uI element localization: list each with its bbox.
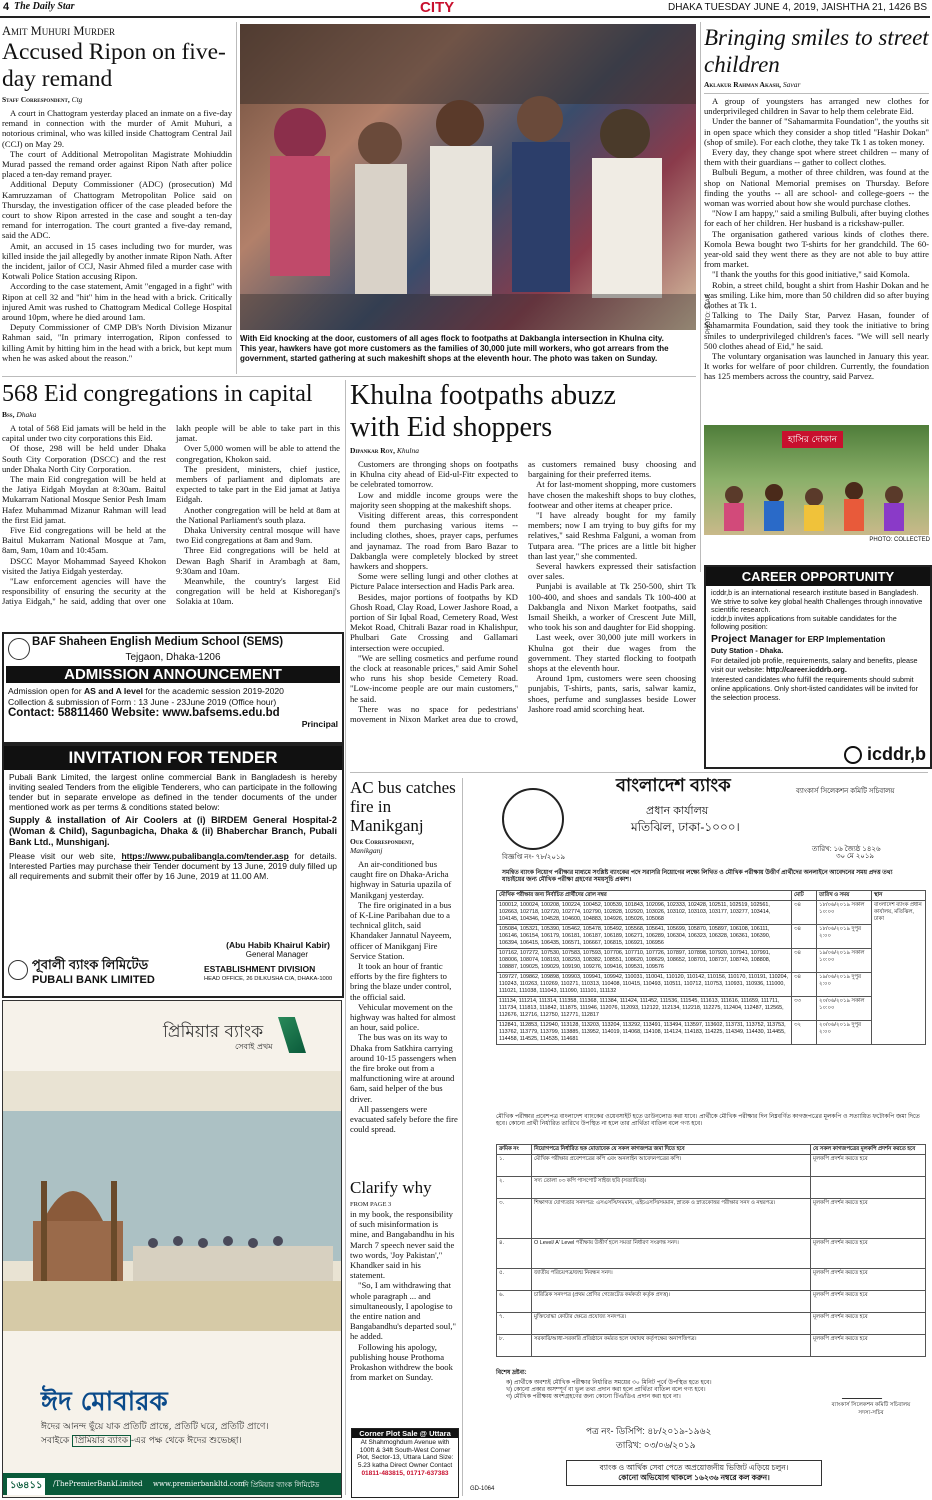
warning-line: কোনো অভিযোগ থাকলে ১৬২৩৬ নম্বরে কল করুন। (618, 1473, 770, 1482)
article-clarify (350, 1178, 458, 1428)
warning-line: ব্যাংক ও আর্থিক সেবা পেতে অপ্রয়োজনীয় ভিজিট এড়িয়ে চলুন। (599, 1463, 789, 1472)
paragraph: A court in Chattogram yesterday placed an inmate on a five-day remand in connection with the murder of Amit Muhuri, a notorious criminal, who was killed inside Chattogram Central Jail (CCJ) on May 29. (2, 108, 232, 149)
signature: Principal (301, 719, 338, 729)
table-header: মৌখিক পরীক্ষার জন্য নির্বাচিত প্রার্থীদের রোল নম্বর মোট তারিখ ও সময় স্থান (497, 891, 926, 901)
form-dates: Collection & submission of Form : 13 June - 23June 2019 (Office hour) (8, 697, 277, 707)
career-title: CAREER OPPORTUNITY (706, 567, 930, 586)
table-row: 109727, 109862, 109898, 109903, 109941, 109942, 110031, 110041, 110120, 110142, 110156, 110170, 110191, 110204, 110243, 110263, 110269, 110271, 110313, 110408, 110415, 110493, 110511, 110712, 110753, 110931, 110936, 111000, 111021, 111038, 111043, 111090, 111101, 111132 ৩৪ ১৯/০৬/২০১৯ দুপুর ২:০০ (497, 973, 926, 997)
table-row: ৫. জাতীয় পরিচয়পত্র/জন্ম নিবন্ধন সনদ। মূলকপি প্রদর্শন করতে হবে (497, 1269, 926, 1291)
byline: Dipankar Roy, Khulna (350, 446, 420, 455)
section-title: CITY (420, 0, 455, 16)
paragraph: A total of 568 Eid jamats will be held in the capital under two city corporations this Eid. (2, 423, 166, 444)
paragraph: Vehicular movement on the highway was halted for almost an hour, said police. (350, 1001, 456, 1033)
from-page: FROM PAGE 3 (350, 1201, 392, 1208)
bank-name-en: PUBALI BANK LIMITED (32, 974, 155, 986)
tender-signer: (Abu Habib Khairul Kabir) (226, 940, 330, 950)
paragraph: DSCC Mayor Mohammad Sayeed Khokon visited the Jatiya Eidgah yesterday. (2, 555, 166, 576)
career-invite: icddr,b invites applications from suitable candidates for the following position: (711, 613, 897, 632)
notice-bangladesh-bank (466, 775, 928, 1496)
gd-number: GD-1064 (470, 1486, 495, 1492)
notice-intro: সমন্বিত ব্যাংক নিয়োগ পরীক্ষার মাধ্যমে সংশ্লিষ্ট ব্যাংকের পদে সরাসরি নিয়োগের লক্ষ্যে লিখিত ও মৌখিক পরীক্ষায় উত্তীর্ণ প্রার্থীদের অনলাইনে আবেদনের সময় প্রদত্ত তথ্য যাচাইয়ের জন্য মৌখিক পরীক্ষা গ্রহণের সময়সূচি প্রকাশ। (502, 870, 893, 883)
icddrb-logo: icddr,b (844, 744, 926, 765)
paragraph: Over 5,000 women will be able to attend the congregation, Khokon said. (176, 443, 340, 464)
table-row: 107162, 107272, 107530, 107583, 107593, 107706, 107710, 107726, 107897, 107898, 107920, 107941, 107991, 108006, 108074, 108193, 108293, 108382, 108551, 108620, 108629, 108652, 108701, 108737, 108743, 108808, 108887, 109025, 109029, 109190, 109276, 109416, 109531, 109576 ৩৪ ১৯/০৬/২০১৯ সকাল ১০:০০ (497, 949, 926, 973)
article-eid (2, 380, 340, 630)
duty-station: Duty Station - Dhaka. (711, 645, 784, 655)
contact-line[interactable]: Contact: 58811460 Website: www.bafsems.edu.bd (8, 707, 280, 719)
paragraph: A group of youngsters has arranged new clothes for underprivileged children in Savar to help them celebrate Eid. (704, 96, 929, 117)
eid-greeting: ঈদ মোবারক (41, 1387, 168, 1417)
table-row: ৭. মুক্তিযোদ্ধা কোটার ক্ষেত্রে প্রযোজ্য সনদপত্র। মূলকপি প্রদর্শন করতে হবে (497, 1313, 926, 1335)
article-body (350, 859, 458, 1134)
paragraph: "Now I am happy," said a smiling Bulbuli, after buying clothes for each of her children. Her husband is a rickshaw-puller. (704, 208, 929, 229)
bank-name-bn: পূবালী ব্যাংক লিমিটেড (32, 957, 149, 972)
date-gregorian: ৩০ মে ২০১৯ (836, 853, 874, 860)
signer: সদস্য-সচিব (858, 1410, 884, 1416)
warning-box (566, 1460, 822, 1486)
notice-number: বিজ্ঞপ্তি নং- ৭৮/২০১৯ (502, 854, 565, 861)
premier-tagline: সেবাই প্রথম (235, 1042, 273, 1051)
paragraph: There was no space for pedestrians' movement in Nixon Market area due to crowd, as customers remained busy choosing and bargaining for their preferred items. (350, 459, 696, 725)
paragraph: Some were selling lungi and other clothes at Picture Palace intersection and Hadis Park area. (350, 571, 518, 592)
article-body (2, 423, 340, 623)
ad-tender[interactable] (2, 744, 344, 998)
note: ক) প্রার্থীকে অবশ্যই মৌখিক পরীক্ষার নির্ধারিত সময়ের ৩০ মিনিট পূর্বে উপস্থিত হতে হবে। (506, 1380, 712, 1386)
division: ESTABLISHMENT DIVISION (204, 964, 316, 974)
premier-website[interactable]: www.premierbankltd.com (153, 1480, 245, 1488)
position-for: for ERP Implementation (794, 634, 886, 644)
bb-office: প্রধান কার্যালয় (646, 805, 709, 817)
page-header (0, 0, 930, 18)
paragraph: Deputy Commissioner of CMP DB's North Division Mizanur Rahman said, "In primary interrogation, Ripon confessed to killing Amit by hitting him in the head with a brick, but kept mum when he was asked about the reason." (2, 322, 232, 363)
masthead: The Daily Star (14, 1, 75, 12)
bb-address: মতিঝিল, ঢাকা-১০০০। (631, 820, 740, 834)
table-row: 100012, 100024, 100208, 100224, 100452, 100539, 101843, 102096, 102333, 102428, 102511, 102519, 102561, 102663, 102718, 102720, 102774, 102790, 102828, 102920, 103026, 103102, 103103, 103177, 103277, 103414, 104145, 104346, 104528, 104600, 104883, 104926, 105026, 105068 ৩৪ ১৮/০৬/২০১৯ সকাল ১০:০০ বাংলাদেশ ব্যাংক প্রধান কার্যালয়, মতিঝিল, ঢাকা (497, 901, 926, 925)
paragraph: According to the case statement, Amit "engaged in a fight" with Ripon at cell 32 and "hit" him in the head with a brick. Critically injured Amit was rushed to Chattogram Medical College Hospital around 10pm, where he died around 1am. (2, 281, 232, 323)
paragraph: Customers are thronging shops on footpaths in Khulna city ahead of Eid-ul-Fitr expected to be celebrated tomorrow. (350, 459, 518, 490)
table-row: 111134, 111214, 111314, 111358, 111368, 111384, 111424, 111452, 111536, 111545, 111613, 111616, 111659, 111711, 111734, 111813, 111842, 111875, 111946, 112076, 112093, 112122, 112134, 112218, 112275, 112404, 112487, 112565, 112676, 112716, 112750, 112771, 112817 ৩৩ ২০/০৬/২০১৯ সকাল ১০:০০ (497, 997, 926, 1021)
paragraph: The organisation gathered various kinds of clothes there. Komola Bewa bought two T-shirts for her grandchild. The 60-year-old said they went there as they are not able to buy attire from market. (704, 228, 929, 270)
note: গ) মৌখিক পরীক্ষায় অংশগ্রহণের জন্য কোনো টিএ/ডিএ প্রদান করা হবে না। (506, 1394, 681, 1400)
headline[interactable]: Accused Ripon on five-day remand (2, 39, 226, 92)
table-row: ৮. সরকারি/আধা-সরকারি প্রতিষ্ঠানে কর্মরত হলে যথাযথ কর্তৃপক্ষের অনাপত্তিপত্র। মূলকপি প্রদর্শন করতে হবে (497, 1335, 926, 1357)
article-fire (350, 778, 458, 1176)
plot-phone[interactable]: 01811-483815, 01717-637383 (361, 1470, 449, 1477)
dateline: DHAKA TUESDAY JUNE 4, 2019, JAISHTHA 21, 1426 BS (667, 2, 927, 13)
special-note-label: বিশেষ দ্রষ্টব্য: (496, 1370, 527, 1376)
paragraph: "I thank the youths for this good initiative," said Komola. (712, 269, 910, 280)
school-name: BAF Shaheen English Medium School (SEMS) (32, 636, 284, 648)
paragraph: Five Eid congregations will be held at the Baitul Mukarram National Mosque at 7am, 8am, 9am, 10am and 10:45am. (2, 525, 166, 556)
career-note: Interested candidates who fulfill the requirements should submit online applications. Only short-listed candidates will be invited for the selection process. (711, 675, 918, 702)
headline[interactable]: Clarify why (350, 1178, 432, 1197)
division-address: HEAD OFFICE, 26 DILKUSHA C/A, DHAKA-1000 (204, 976, 333, 982)
tender-title: INVITATION FOR TENDER (4, 746, 342, 770)
table-row: 105084, 105321, 105390, 105462, 105478, 105492, 105568, 105641, 105699, 105870, 105897, 106108, 106111, 106146, 106154, 106179, 106181, 106187, 106189, 106271, 106289, 106304, 106323, 106328, 106361, 106390, 106394, 106415, 106435, 106571, 106667, 106815, 106921, 106956 ৩৪ ১৮/০৬/২০১৯ দুপুর ২:০০ (497, 925, 926, 949)
career-website-link[interactable]: http://career.icddrb.org. (766, 664, 847, 674)
details-text: For detailed job profile, requirements, salary and benefits, please visit our website: (711, 656, 918, 674)
article-smiles (704, 24, 929, 422)
table-row: ১. মৌখিক পরীক্ষার প্রবেশপত্রের কপি এবং অনলাইন আবেদনপত্রের কপি। মূলকপি প্রদর্শন করতে হবে (497, 1155, 926, 1177)
children-illustration (704, 425, 929, 535)
paragraph: "I have already bought for my family members; now I am trying to buy gifts for my relatives," said Reshma Falguni, a woman from Tutpara area. "The prices are a little bit higher than last year," she commented. (528, 510, 696, 561)
paragraph: Under the banner of "Sahamarmita Foundation", the youths sit in open space which they consider a shop titled "Hashir Dokan" (shop of smile). For each clothe, they take Tk 1 as token money. (704, 116, 929, 147)
table-row: ৬. চারিত্রিক সনদপত্র (প্রথম শ্রেণির গেজেটেড কর্মকর্তা কর্তৃক প্রদত্ত)। মূলকপি প্রদর্শন করতে হবে (497, 1291, 926, 1313)
main-photo-block (240, 24, 712, 372)
page-number: 4 (3, 1, 10, 13)
table-header: ক্রমিক নং নিয়োগপত্রে নির্ধারিত ছক মোতাবেক যে সকল কাগজপত্র জমা দিতে হবে যে সকল কাগজপত্রের মূলকপি প্রদর্শন করতে হবে (497, 1145, 926, 1155)
signature-mark (842, 1376, 890, 1399)
table-row: ৪. O Level/ A' Level পরীক্ষায় উত্তীর্ণ হলে সমতা নির্ধারণ সংক্রান্ত সনদ। মূলকপি প্রদর্শন করতে হবে (497, 1239, 926, 1269)
photo-credit: PHOTO: STAR (706, 294, 712, 335)
paragraph: Every day, they change spot where street children -- many of them with their guardians -- gather to collect clothes. (704, 147, 929, 168)
paragraph: At for last-moment shopping, more customers have chosen the makeshift shops to buy clothes, footwear and other items at cheaper price. (528, 479, 696, 510)
byline: Staff Correspondent, Ctg (2, 95, 83, 104)
notice-para2: মৌখিক পরীক্ষার প্রবেশপত্র বাংলাদেশ ব্যাংকের ওয়েবসাইট হতে ডাউনলোড করা যাবে। প্রার্থীকে মৌখিক পরীক্ষার দিন নিম্নবর্ণিত কাগজপত্রের মূলকপি ও সত্যায়িত ফটোকপি জমা দিতে হবে। কোনো প্রার্থী নির্ধারিত তারিখে উপস্থিত না হলে তার প্রার্থিতা বাতিল বলে গণ্য হবে। (496, 1114, 920, 1127)
admission-banner: ADMISSION ANNOUNCEMENT (6, 666, 340, 683)
smiles-photo-credit: PHOTO: COLLECTED (869, 537, 930, 543)
pubali-logo (8, 960, 28, 980)
paragraph: Visiting different areas, this correspondent found them purchasing various items -- including clothes, shoes, prayer caps, perfumes and jaynamaz. The road from Baro Bazar to Dakbangla were completely blocked by street hawkers and shoppers. (350, 510, 518, 572)
date-bengali: ১৬ জ্যৈষ্ঠ ১৪২৬ (833, 846, 881, 853)
facebook-link[interactable]: /ThePremierBankLimited (53, 1480, 143, 1488)
photo-caption: With Eid knocking at the door, customers of all ages flock to footpaths at Dakbangla intersection in Khulna city. This year, hawkers have got more customers as the families of 30,000 jute mill workers, who got arrears from the government, started gathering at such makeshift shops at the eleventh hour. The photo was taken on Sunday. (240, 334, 669, 363)
paragraph: Amit, an accused in 15 cases including two for murder, was killed inside the jail allegedly by another inmate Ripon Nath. After the incident, jailor of CCJ, Nasir Ahmed filed a murder case with Kotwali Police Station accusing Ripon. (2, 240, 232, 282)
paragraph: Another congregation will be held at 8am at the National Parliament's south plaza. (176, 504, 340, 525)
paragraph: It took an hour of frantic efforts by the fire fighters to bring the blaze under control, the official said. (350, 961, 452, 1002)
greeting-line1: ঈদের আনন্দ ছুঁয়ে যাক প্রতিটি প্রান্তে, প্রতিটি ঘরে, প্রতিটি প্রাণে। (41, 1422, 269, 1432)
paragraph: The president, ministers, chief justice, members of parliament and diplomats are expected to take part in the Eid jamat at Jatiya Eidgah. (176, 463, 340, 505)
article-body (350, 1209, 458, 1382)
bb-seal (502, 788, 564, 850)
main-photo[interactable] (240, 24, 712, 335)
premier-footer-name: দি প্রিমিয়ার ব্যাংক লিমিটেড (243, 1481, 320, 1489)
byline: Our Correspondent, Manikganj (350, 837, 414, 855)
paragraph: in my book, the responsibility of such misinformation is mine, and Bangabandhu in his March 7 speech never said the two words, 'Joy Pakistan'," Khandker said in his statement. (350, 1209, 455, 1281)
signer-title: ব্যাংকার্স সিলেকশন কমিটি সচিবালয় (831, 1402, 911, 1408)
ad-career[interactable] (704, 565, 932, 769)
paragraph: Of those, 298 will be held under Dhaka South City Corporation (DSCC) and the rest under Dhaka North City Corporation. (2, 443, 166, 474)
paragraph: The bus was on its way to Dhaka from Satkhira carrying around 10-15 passengers when the fire broke out from a malfunctioning wire at around 6am, said helper of the bus driver. (350, 1032, 457, 1104)
memo-date: তারিখ: ০৩/০৬/২০১৯ (616, 1440, 696, 1450)
paragraph: All passengers were evacuated safely before the fire could spread. (350, 1103, 458, 1135)
ad-premier[interactable] (2, 1000, 342, 1498)
tender-signer-title: General Manager (245, 950, 308, 959)
tender-work: Supply & installation of Air Coolers at (i) BIRDEM General Hospital-2 (Woman & Child), Sagunbagicha, Dhaka & (ii) Bhaberchar Branch, Pubali Bank Ltd., Munshiganj. (9, 815, 337, 847)
table-row: 112841, 112853, 112940, 113128, 113203, 113204, 113292, 113491, 113494, 113597, 113602, 113731, 113752, 113753, 113762, 113779, 113799, 113885, 113952, 114019, 114068, 114108, 114124, 114183, 114225, 114349, 114430, 114455, 114458, 114525, 114535, 114681 ৩২ ২০/০৬/২০১৯ দুপুর ২:০০ (497, 1021, 926, 1045)
article-khulna (350, 380, 696, 768)
headline[interactable]: Bringing smiles to street children (704, 25, 929, 77)
paragraph: Talking to The Daily Star, Parvez Hasan, founder of Sahamarmita Foundation, said they took the initiative to bring smiles to underprivileged children's faces. "We will sell nearly 500 clothes ahead of Eid," he said. (704, 310, 929, 351)
smiles-photo[interactable] (704, 425, 929, 535)
paragraph: Besides, major portions of footpaths by KD Ghosh Road, Clay Road, Lower Jashore Road, a portion of Sir Iqbal Road, Cemetery Road, West Mekot Road, Chitrali Bazar road in Khalishpur, Phulbari Gate Crossing and Gallamari intersection were occupied. (350, 591, 518, 653)
crowd-illustration (240, 24, 696, 330)
byline: Aklakur Rahman Akash, Savar (704, 80, 801, 89)
paragraph: The voluntary organisation was launched in January this year. It works for welfare of poor children. Currently, the foundation has 125 members across the country, said Parvez. (704, 351, 929, 382)
headline[interactable]: 568 Eid congregations in capital (2, 381, 313, 407)
tender-visit: Please visit our web site, https://www.pubalibangla.com/tender.asp for details. Interested Parties may purchase their Tender document by 13 June, 2019 duly filled up all requirements and submit their offer by 16 June, 2019 at 11.00 AM. (9, 851, 337, 881)
table-row: ৩. শিক্ষাগত যোগ্যতার সনদপত্র: এসএসসি/সমমান, এইচএসসি/সমমান, স্নাতক ও স্নাতকোত্তর পরীক্ষার সনদ ও নম্বরপত্র। মূলকপি প্রদর্শন করতে হবে (497, 1199, 926, 1239)
plot-body: At Shahmoghdum Avenue with 100ft & 34ft South-West Corner Plot, Sector-13, Uttara Land Size: 5.23 katha Direct Owner Contact (356, 1439, 454, 1469)
paragraph: "Law enforcement agencies will have the responsibility of ensuring the security at the Jatiya Eidgah," he said, adding that over one lakh people will be able to take part in this jamat. (2, 423, 340, 607)
career-intro: icddr,b is an international research institute based in Bangladesh. We strive to solve key global health Challenges through innovative scientific research. (711, 588, 923, 615)
note: খ) কোনো প্রকার অসম্পূর্ণ বা ভুল তথ্য প্রদান করা হলে প্রার্থিতা বাতিল বলে গণ্য হবে। (506, 1387, 706, 1393)
paragraph: "We are selling cosmetics and perfume round the clock at reasonable prices," said Amir Sohel who runs his shop beside Cemetery Road. "Low-income people are our main customers," he said. (350, 652, 518, 704)
paragraph: Several hawkers expressed their satisfaction over sales. (528, 561, 696, 582)
premier-footer (3, 1473, 341, 1495)
bb-name: বাংলাদেশ ব্যাংক (616, 775, 731, 795)
shop-banner: হাসির দোকান (782, 431, 843, 448)
premier-logo-icon (278, 1017, 306, 1053)
ad-plot[interactable] (351, 1428, 459, 1498)
ad-sems[interactable] (2, 632, 344, 744)
kicker: Amit Muhuri Murder (2, 24, 116, 38)
paragraph: Additional Deputy Commissioner (ADC) (prosecution) Md Kamruzzaman of Chattogram Metropolitan Police said on Thursday, the investigation officer of the case pleaded before the court to show Ripon arrested in the case and sought a ten-day remand for interrogation. The court granted a five-day remand, said the ADC. (2, 179, 232, 241)
premier-name: প্রিমিয়ার ব্যাংক (163, 1022, 264, 1042)
paragraph: An air-conditioned bus caught fire on Dhaka-Aricha highway in Saturia upazila of Manikganj yesterday. (350, 859, 452, 900)
headline[interactable]: Khulna footpaths abuzz with Eid shoppers (350, 380, 616, 443)
paragraph: Bulbuli Begum, a mother of three children, was found at the shop on National Memorial premises on Thursday. Before finding the youths -- all are school- and college-goers -- the woman was worried about how she would purchase clothes. (704, 167, 929, 209)
paragraph: Last week, over 30,000 jute mill workers in Khulna got their due wages from the government. They started flocking to footpath shops at the eleventh hour. (528, 632, 696, 674)
paragraph: Meanwhile, the country's largest Eid congregation will be held at Kishoreganj's Solakia at 10am. (176, 576, 340, 607)
paragraph: Three Eid congregations will be held at Dewan Bagh Sharif in Arambagh at 8am, 9:30am and 10am. (176, 545, 340, 576)
article-body (704, 93, 929, 382)
paragraph: Following his apology, publishing house Prothoma Prokashon withdrew the book from market on Sunday. (350, 1341, 453, 1383)
table-row: ২. সদ্য তোলা ০৩ কপি পাসপোর্ট সাইজ ছবি (সত্যায়িত)। (497, 1177, 926, 1199)
date-label: তারিখ: (812, 846, 832, 853)
paragraph: "So, I am withdrawing that whole paragraph ... and simultaneously, I apologise to the entire nation and Bangabandhu's departed soul," he added. (350, 1280, 457, 1342)
paragraph: Punjabi is available at Tk 250-500, shirt Tk 100-400, and shoes and sandals Tk 100-400 at Dakbangla and Nixon Market footpaths, said Ismail Sheikh, a worker of Crescent Jute Mill, who took his son and daughter for Eid shopping. (528, 581, 696, 633)
greeting-line2: সবাইকে প্রিমিয়ার ব্যাংক -এর পক্ষ থেকে ঈদের শুভেচ্ছা। (41, 1436, 242, 1446)
byline: Bss, Dhaka (2, 410, 37, 419)
headline[interactable]: AC bus catches fire in Manikganj (350, 778, 456, 835)
admission-line: Admission open for AS and A level for the academic session 2019-2020 (8, 686, 284, 696)
eid-painting (3, 1071, 341, 1331)
plot-title: Corner Plot Sale @ Uttara (352, 1429, 458, 1438)
paragraph: Robin, a street child, bought a shirt from Hashir Dokan and he was smiling. Like him, more than 50 children did so after buying clothes at Tk 1. (704, 279, 929, 311)
paragraph: Low and middle income groups were the majority seen shopping at the makeshift shops. (350, 489, 518, 510)
school-address: Tejgaon, Dhaka-1206 (125, 652, 221, 663)
article-body (350, 459, 696, 755)
logo-icon (844, 746, 862, 764)
interview-schedule-table (496, 890, 926, 1045)
bb-committee: ব্যাংকার্স সিলেকশন কমিটি সচিবালয় (796, 788, 895, 795)
paragraph: The main Eid congregation will be held at the Jatiya Eidgah Moydan at 8:30am. Baitul Mukarram National Mosque Senior Pesh Imam Hafez Muhammad Mizanur Rahman will lead the first Eid jamat. (2, 474, 166, 525)
paragraph: Around 1pm, customers were seen choosing punjabis, T-shirts, pants, saris, salwar kamiz, shoes, perfume and sunglasses beside Lower Jashore road amid scorching heat. (528, 673, 696, 714)
paragraph: Dhaka University central mosque will have two Eid congregations at 8am and 9am. (176, 525, 340, 546)
tender-intro: Pubali Bank Limited, the largest online commercial Bank in Bangladesh is hereby inviting sealed Tenders from the eligible Tenderers, who can participate in the following tender but in separate envelope as defined in the tender documents of the under mentioned work as per terms & conditions stated below: (9, 772, 337, 812)
article-body (2, 108, 232, 363)
memo-number: পত্র নং- ডিসিপি: ৪৮/২০১৯-১৯৬২ (586, 1426, 712, 1436)
paragraph: The fire originated in a bus of K-Line Paribahan due to a technical glitch, said Khandaker Jannatul Nayeem, officer of Manikganj Fire Service Station. (350, 899, 452, 961)
tender-url[interactable]: https://www.pubalibangla.com/tender.asp (121, 851, 289, 861)
position: Project Manager (711, 632, 793, 645)
documents-table (496, 1144, 926, 1357)
hotline[interactable]: ১৬৪১১ (7, 1478, 45, 1495)
article-ripon (2, 24, 232, 370)
paragraph: The court of Additional Metropolitan Magistrate Mohiuddin Murad passed the remand order against Ripon Nath after police placed a ten-day remand prayer. (2, 148, 232, 180)
